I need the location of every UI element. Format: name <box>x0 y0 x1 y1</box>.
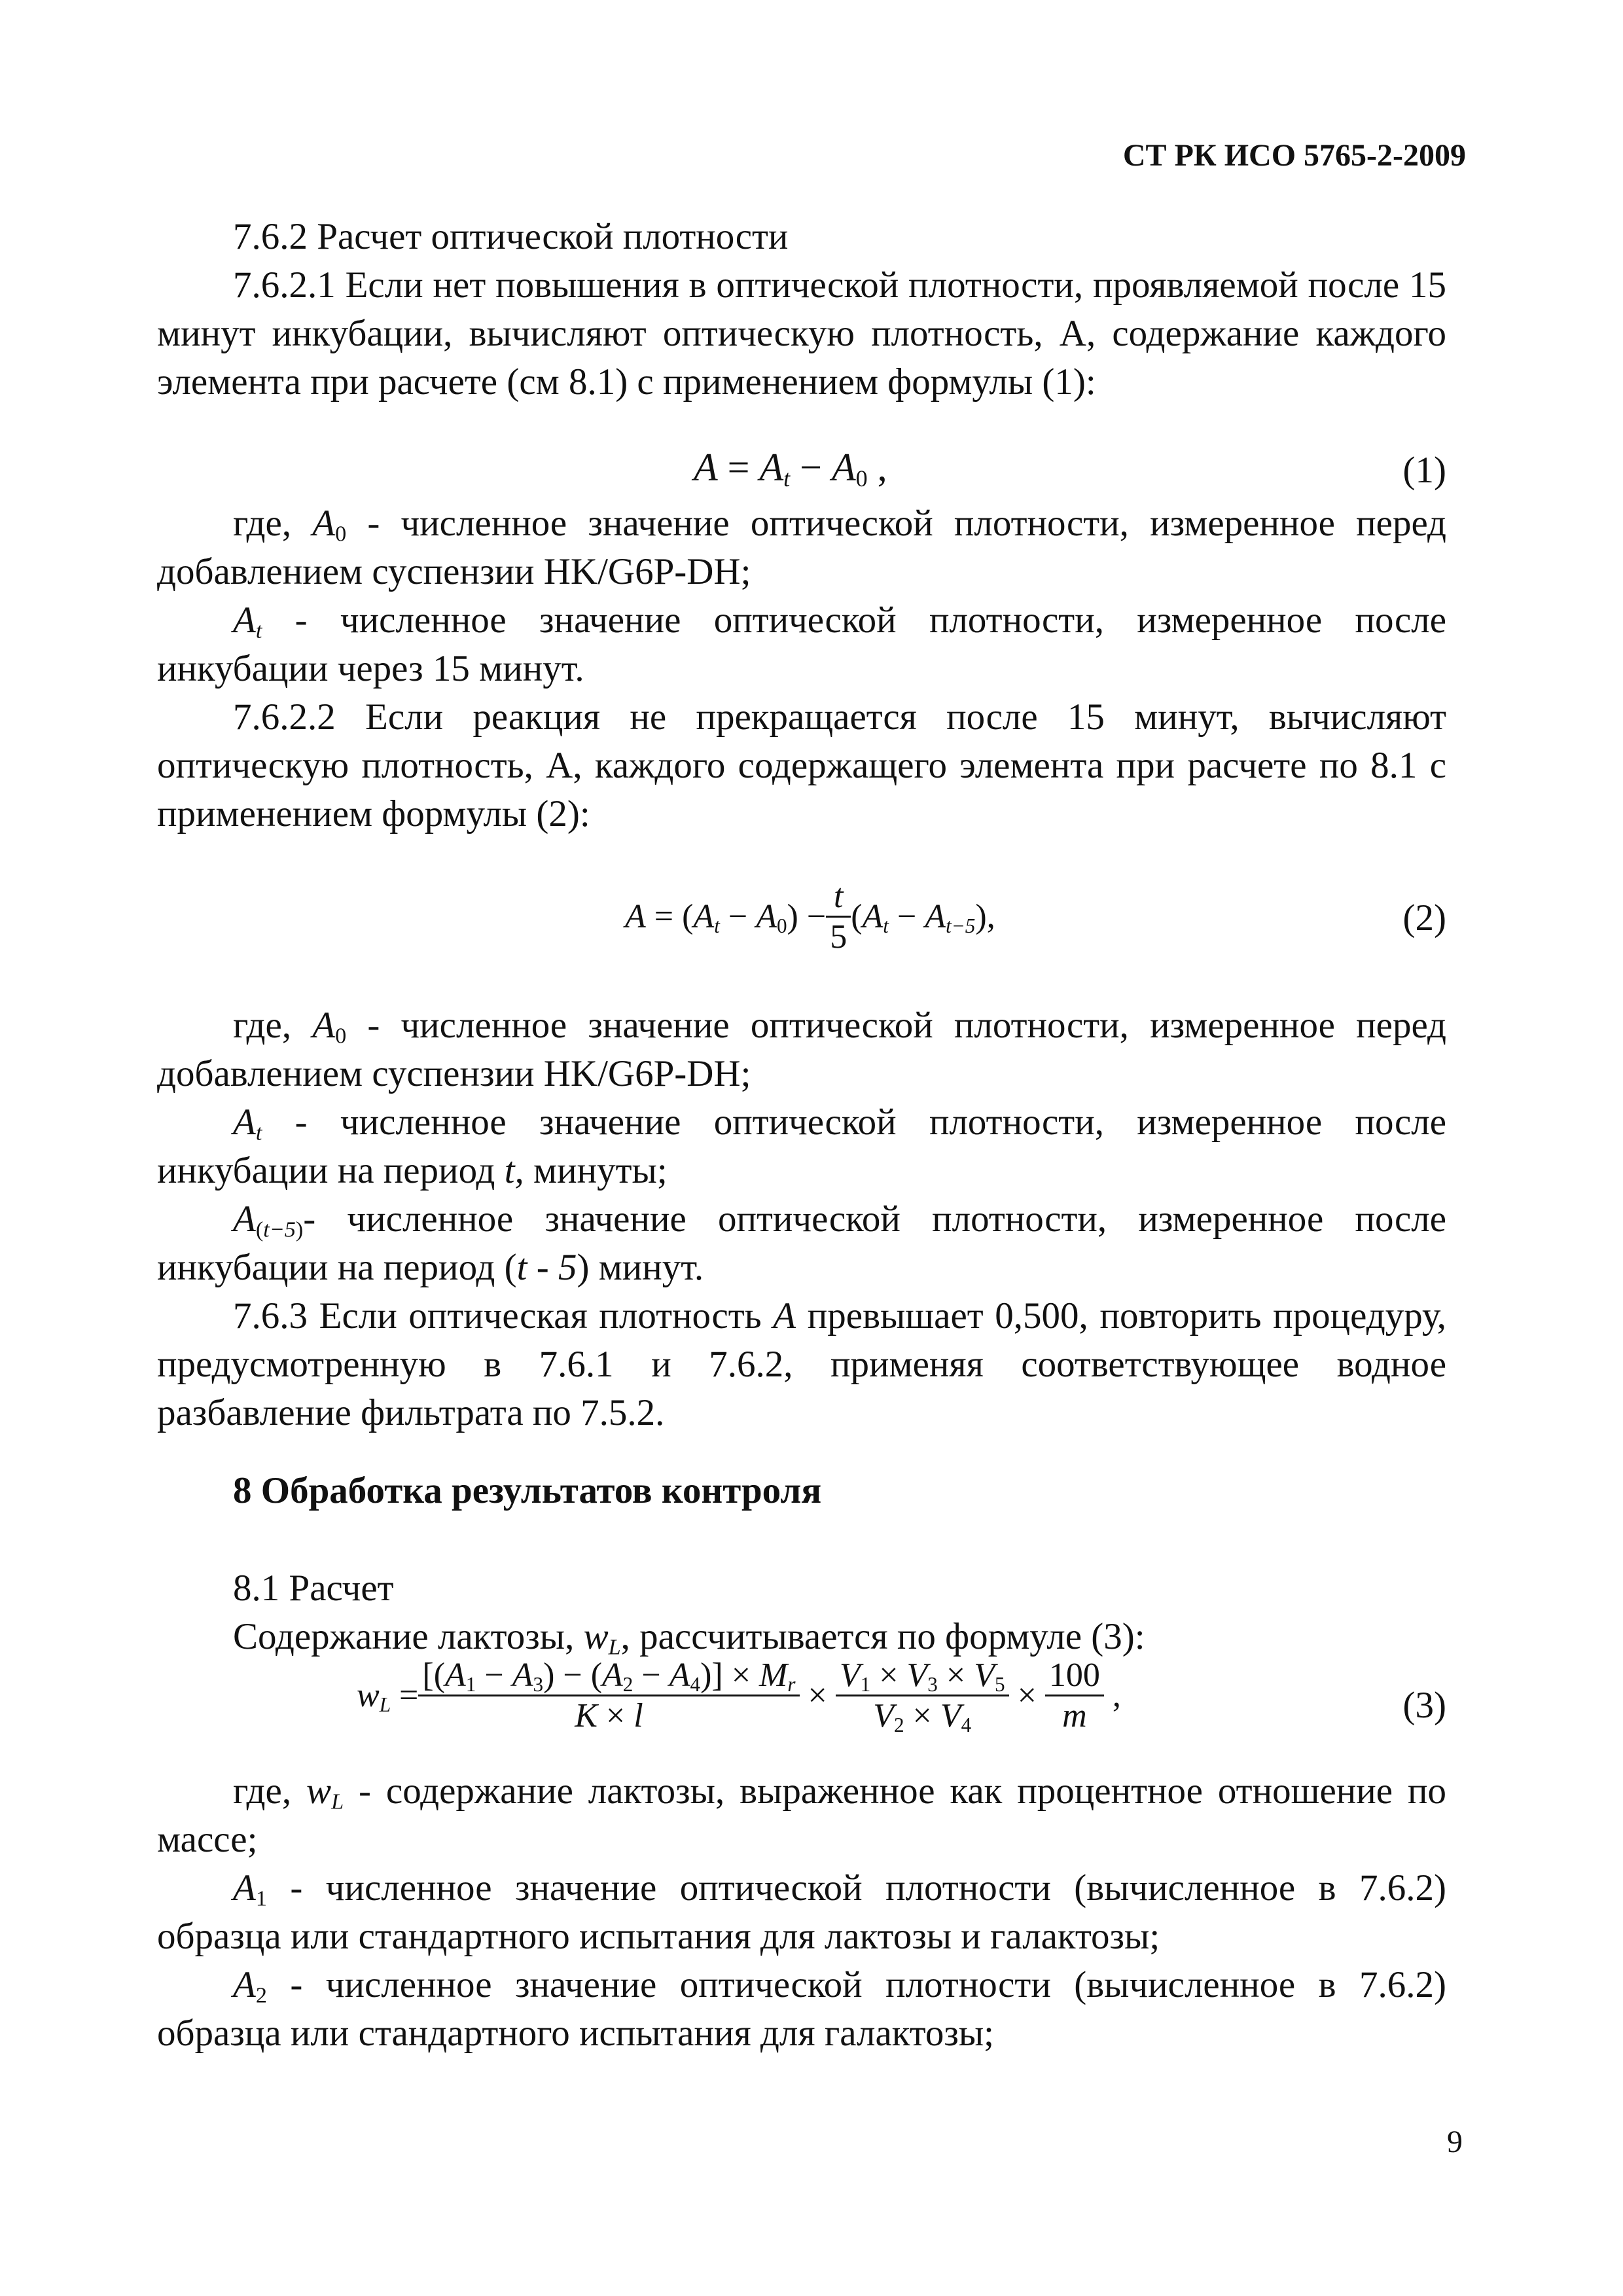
equation-3-number: (3) <box>1402 1685 1446 1726</box>
section-title-762: 7.6.2 Расчет оптической плотности <box>233 216 789 257</box>
where-2-at-end: минуты; <box>524 1150 668 1191</box>
where-2-at5-end: ) минут. <box>577 1247 704 1288</box>
where-1-at-text: - численное значение оптической плотности, измеренное после инкубации через 15 минут. <box>157 600 1446 689</box>
where-3-a2: $A_2$ - численное значение оптической плотности (вычисленное в 7.6.2) образца или стандартного испытания для галактозы; <box>157 1964 1446 2054</box>
where-3-wl-text: - содержание лактозы, выраженное как процентное отношение по массе; <box>157 1770 1447 1860</box>
where-1-a0: где, $A_0$ - численное значение оптической плотности, измеренное перед добавлением суспензии HK/G6P-DH; <box>157 503 1446 592</box>
where-3-wl: где, $w_L$ - содержание лактозы, выраженное как процентное отношение по массе; <box>157 1770 1447 1860</box>
equation-2: $A = (A_t - A_0)$ − $\frac{t}{5}$ $(A_t - A_{t-5})$, <box>625 878 995 956</box>
standard-header: СТ РК ИСО 5765-2-2009 <box>1122 138 1466 173</box>
where-3-a1: $A_1$ - численное значение оптической плотности (вычисленное в 7.6.2) образца или стандартного испытания для лактозы и галактозы; <box>157 1867 1446 1957</box>
where-1-a0-text: - численное значение оптической плотности, измеренное перед добавлением суспензии HK/G6P-DH; <box>157 503 1446 592</box>
paragraph-7621: 7.6.2.1 Если нет повышения в оптической плотности, проявляемой после 15 минут инкубации, вычисляют оптическую плотность, А, содержание каждого элемента при расчете (см 8.1) с применением формулы (1): <box>157 264 1446 403</box>
equation-3: $w_L$ = $\frac{[(A_1 - A_3) - (A_2 - A_4)] \times M_r}{K \times l}$ × $\frac{V_1 \times V_3 \times V_5}{V_2 \times V_4}$ × $\frac{100}{m}$ , <box>357 1657 1121 1736</box>
equation-1-number: (1) <box>1402 450 1446 491</box>
where-label: где, <box>233 503 292 544</box>
p763-b: превышает 0,500, повторить процедуру, предусмотренную в 7.6.1 и 7.6.2, применяя соответствующее водное разбавление фильтрата по 7.5.2. <box>157 1295 1446 1433</box>
fraction-main: $\frac{[(A_1 - A_3) - (A_2 - A_4)] \times M_r}{K \times l}$ <box>418 1656 799 1735</box>
lactose-intro: Содержание лактозы, $w_L$, рассчитывается по формуле (3): <box>233 1616 1145 1660</box>
where-block-2 <box>157 1001 1446 1437</box>
where-label: где, <box>233 1770 292 1812</box>
fraction-100-over-m: $\frac{100}{m}$ <box>1045 1656 1104 1735</box>
where-2-at5-t: t - 5 <box>516 1247 577 1288</box>
where-2-at: $A_t$ - численное значение оптической плотности, измеренное после инкубации на период t, минуты; <box>157 1102 1446 1191</box>
where-2-a0: где, $A_0$ - численное значение оптической плотности, измеренное перед добавлением суспензии HK/G6P-DH; <box>157 1005 1446 1094</box>
where-1-at: $A_t$ - численное значение оптической плотности, измеренное после инкубации через 15 минут. <box>157 600 1446 689</box>
p763-A: A <box>773 1295 796 1336</box>
text-block-7621 <box>157 213 1446 406</box>
where-2-at-t: t, <box>504 1150 524 1191</box>
lactose-intro-a: Содержание лактозы, <box>233 1616 584 1657</box>
section-81-title: 8.1 Расчет <box>233 1568 394 1609</box>
lactose-intro-b: , рассчитывается по формуле (3): <box>620 1616 1145 1657</box>
where-block-3 <box>157 1767 1446 2058</box>
paragraph-763 <box>157 1292 1446 1437</box>
p763-a: 7.6.3 Если оптическая плотность <box>233 1295 774 1336</box>
text-block-81 <box>157 1564 1446 1661</box>
where-3-a2-text: - численное значение оптической плотности (вычисленное в 7.6.2) образца или стандартного испытания для галактозы; <box>157 1964 1446 2054</box>
equation-1: $A = A_t - A_0$ , <box>694 446 887 492</box>
where-2-a0-text: - численное значение оптической плотности, измеренное перед добавлением суспензии HK/G6P-DH; <box>157 1005 1446 1094</box>
paragraph-7622: 7.6.2.2 Если реакция не прекращается после 15 минут, вычисляют оптическую плотность, А, каждого содержащего элемента при расчете по 8.1 с применением формулы (2): <box>157 696 1446 834</box>
fraction-volumes: $\frac{V_1 \times V_3 \times V_5}{V_2 \times V_4}$ <box>836 1656 1009 1735</box>
where-3-a1-text: - численное значение оптической плотности (вычисленное в 7.6.2) образца или стандартного испытания для лактозы и галактозы; <box>157 1867 1446 1957</box>
where-label: где, <box>233 1005 292 1046</box>
where-2-at-text: - численное значение оптической плотности, измеренное после инкубации на период <box>157 1102 1446 1191</box>
where-2-at5: $A_{(t-5)}-$ численное значение оптической плотности, измеренное после инкубации на период (t - 5) минут. <box>157 1198 1446 1288</box>
page-number: 9 <box>1447 2125 1463 2159</box>
section-8-heading: 8 Обработка результатов контроля <box>233 1470 822 1511</box>
where-block-1 <box>157 499 1446 838</box>
fraction-t-over-5: $\frac{t}{5}$ <box>826 877 851 956</box>
equation-2-number: (2) <box>1402 897 1446 939</box>
where-2-at5-text: - численное значение оптической плотности, измеренное после инкубации на период ( <box>157 1198 1446 1288</box>
